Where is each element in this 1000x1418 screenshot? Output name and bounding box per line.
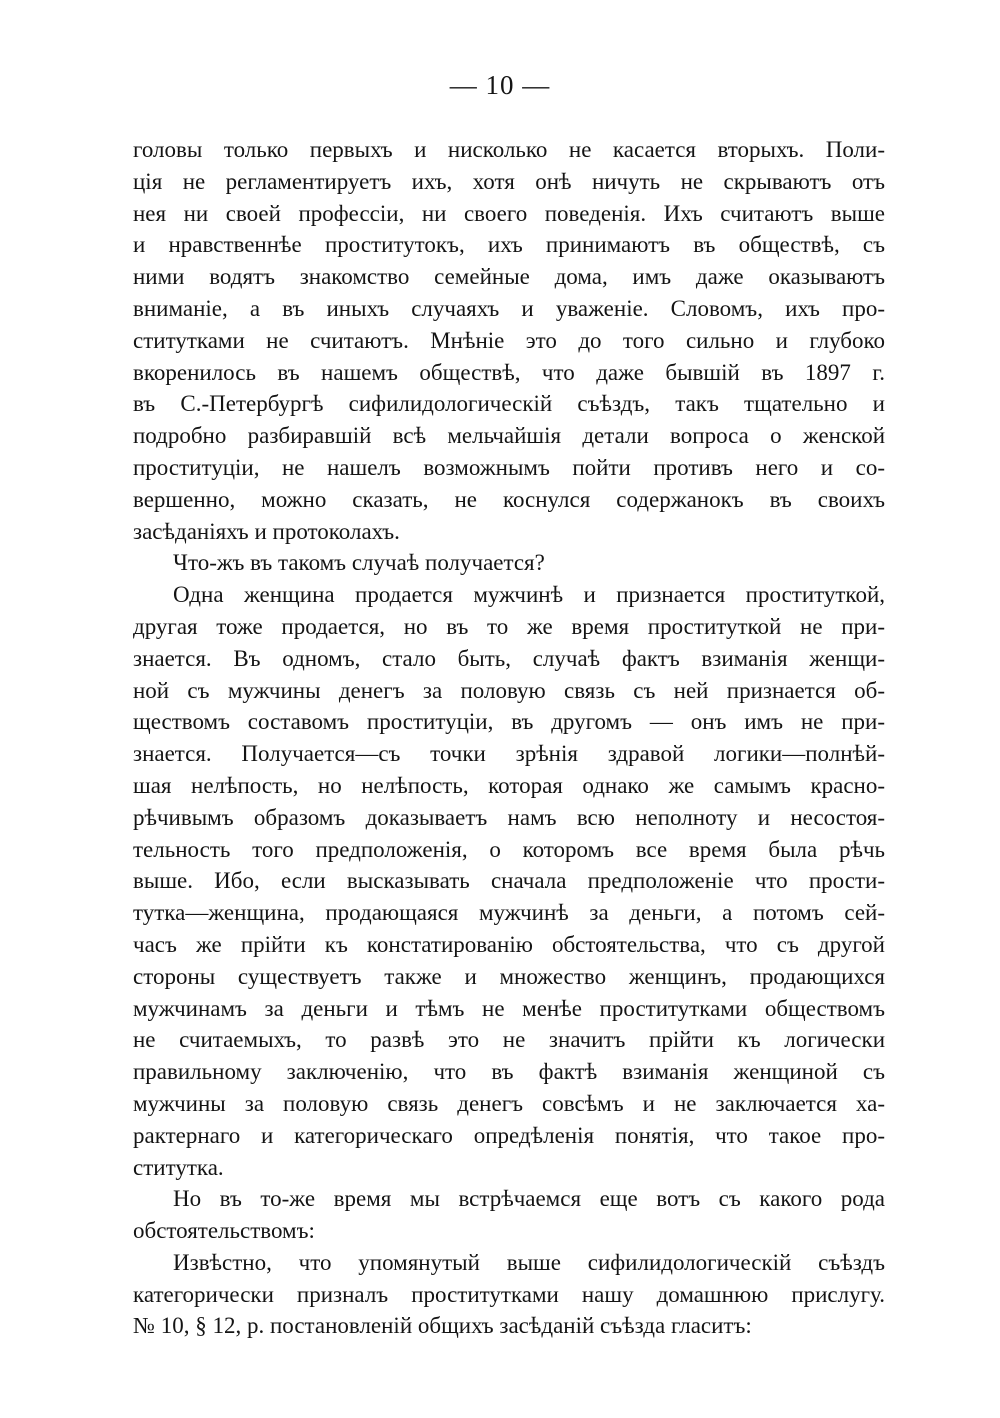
paragraph <box>133 579 885 1183</box>
text-line: въ С.-Петербургѣ сифилидологическій съѣздъ, такъ тщательно и <box>133 391 885 417</box>
text-line: Но въ то-же время мы встрѣчаемся еще вотъ съ какого рода <box>173 1186 885 1212</box>
text-line: проституціи, не нашелъ возможнымъ пойти противъ него и со- <box>133 454 885 480</box>
text-line: мужчины за половую связь денегъ совсѣмъ и не заключается ха- <box>133 1090 885 1116</box>
text-line: Извѣстно, что упомянутый выше сифилидологическій съѣздъ <box>173 1249 885 1275</box>
text-line: засѣданіяхъ и протоколахъ. <box>133 518 400 544</box>
text-line: нея ни своей профессіи, ни своего поведенія. Ихъ считаютъ выше <box>133 200 885 226</box>
text-line: Что-жъ въ такомъ случаѣ получается? <box>173 550 545 576</box>
text-line: тутка—женщина, продающаяся мужчинѣ за деньги, а потомъ сей- <box>133 900 885 926</box>
text-line: стороны существуетъ также и множество женщинъ, продающихся <box>133 963 885 989</box>
paragraph <box>133 1247 885 1342</box>
text-line: рѣчивымъ образомъ доказываетъ намъ всю неполноту и несостоя- <box>133 804 885 830</box>
text-line: ція не регламентируетъ ихъ, хотя онѣ ничуть не скрываютъ отъ <box>133 168 885 194</box>
text-line: и нравственнѣе проститутокъ, ихъ принимаютъ въ обществѣ, съ <box>133 232 885 258</box>
text-line: не считаемыхъ, то развѣ это не значитъ прійти къ логически <box>133 1027 885 1053</box>
text-line: вниманіе, а въ иныхъ случаяхъ и уваженіе. Словомъ, ихъ про- <box>133 295 885 321</box>
text-line: знается. Въ одномъ, стало быть, случаѣ фактъ взиманія женщи- <box>133 645 885 671</box>
text-line: № 10, § 12, р. постановленій общихъ засѣданій съѣзда гласитъ: <box>133 1313 752 1339</box>
paragraph <box>133 134 885 547</box>
text-line: тельность того предположенія, о которомъ все время была рѣчь <box>133 836 885 862</box>
text-line: часъ же прійти къ констатированію обстоятельства, что съ другой <box>133 931 885 957</box>
text-line: выше. Ибо, если высказывать сначала предположеніе что прости- <box>133 868 885 894</box>
text-line: ной съ мужчины денегъ за половую связь съ ней признается об- <box>133 677 885 703</box>
body-text <box>133 134 885 1342</box>
text-line: ществомъ составомъ проституціи, въ другомъ — онъ имъ не при- <box>133 709 885 735</box>
text-line: знается. Получается—съ точки зрѣнія здравой логики—полнѣй- <box>133 741 885 767</box>
text-line: шая нелѣпость, но нелѣпость, которая однако же самымъ красно- <box>133 772 885 798</box>
text-line: ститутками не считаютъ. Мнѣніе это до того сильно и глубоко <box>133 327 885 353</box>
text-line: головы только первыхъ и нисколько не касается вторыхъ. Поли- <box>133 137 885 162</box>
text-line: другая тоже продается, но въ то же время проституткой не при- <box>133 613 885 639</box>
text-line: вершенно, можно сказать, не коснулся содержанокъ въ своихъ <box>133 486 885 512</box>
text-line: Одна женщина продается мужчинѣ и признается проституткой, <box>173 582 885 608</box>
text-line: подробно разбиравшій всѣ мельчайшія детали вопроса о женской <box>133 423 885 449</box>
text-line: рактернаго и категорическаго опредѣленія понятія, что такое про- <box>133 1122 885 1148</box>
paragraph <box>133 1183 885 1247</box>
text-line: категорически призналъ проститутками нашу домашнюю прислугу. <box>133 1281 885 1307</box>
text-line: правильному заключенію, что въ фактѣ взиманія женщиной съ <box>133 1059 885 1085</box>
text-line: ними водятъ знакомство семейные дома, имъ даже оказываютъ <box>133 264 885 290</box>
text-line: обстоятельствомъ: <box>133 1218 315 1244</box>
page-number: — 10 — <box>449 70 551 100</box>
text-line: ститутка. <box>133 1154 224 1180</box>
paragraph <box>133 547 885 579</box>
text-line: мужчинамъ за деньги и тѣмъ не менѣе проститутками обществомъ <box>133 995 885 1021</box>
text-line: вкоренилось въ нашемъ обществѣ, что даже бывшій въ 1897 г. <box>133 359 885 385</box>
